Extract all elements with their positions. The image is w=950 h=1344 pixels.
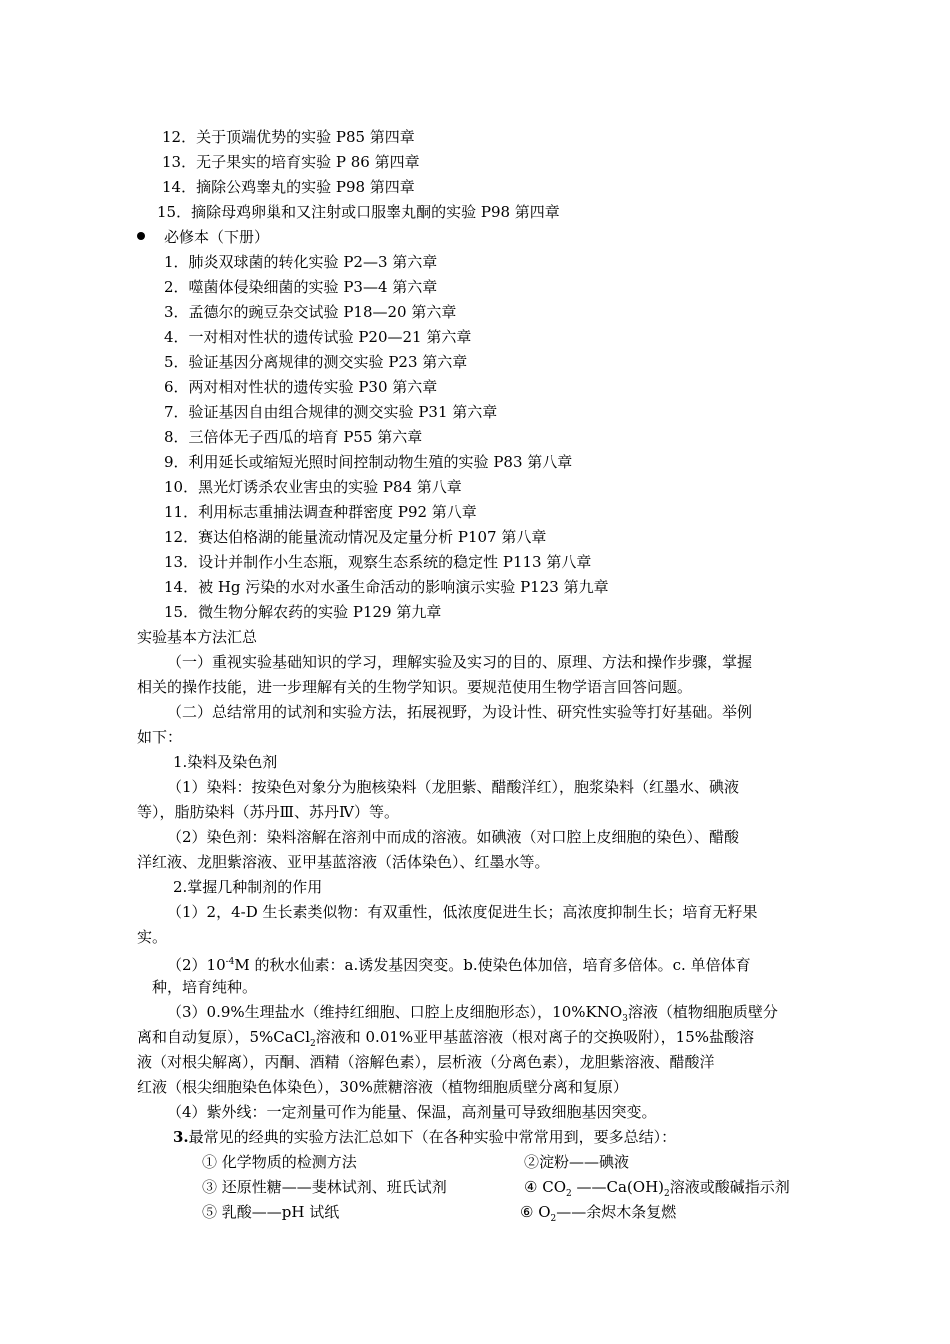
text-segment: 溶液（植物细胞质壁分	[627, 1003, 778, 1021]
paragraph-line: 种，培育纯种。	[152, 978, 258, 996]
method-item	[520, 1202, 676, 1229]
list-item: 7．验证基因自由组合规律的测交实验 P31 第六章	[164, 403, 498, 421]
text-segment: （2）10	[167, 956, 226, 974]
list-item: 12．赛达伯格湖的能量流动情况及定量分析 P107 第八章	[164, 528, 547, 546]
paragraph-line	[137, 1027, 754, 1054]
subsection-title: 1.染料及染色剂	[173, 753, 278, 771]
paragraph-line: （1）2，4-D 生长素类似物：有双重性，低浓度促进生长；高浓度抑制生长；培育无籽果	[167, 903, 758, 921]
paragraph-line: （1）染料：按染色对象分为胞核染料（龙胆紫、醋酸洋红），胞浆染料（红墨水、碘液	[167, 778, 740, 796]
method-item: ③ 还原性糖——斐林试剂、班氏试剂	[202, 1178, 447, 1196]
subscript: 2	[550, 1214, 557, 1224]
list-item: 9．利用延长或缩短光照时间控制动物生殖的实验 P83 第八章	[164, 453, 573, 471]
list-item: 13．无子果实的培育实验 P 86 第四章	[162, 153, 420, 171]
paragraph-line: 等），脂肪染料（苏丹Ⅲ、苏丹Ⅳ）等。	[137, 803, 399, 821]
paragraph-line: 相关的操作技能，进一步理解有关的生物学知识。要规范使用生物学语言回答问题。	[137, 678, 693, 696]
text-segment: ④ CO	[524, 1178, 566, 1196]
paragraph-line: 实。	[137, 928, 168, 946]
list-item: 15．摘除母鸡卵巢和又注射或口服睾丸酮的实验 P98 第四章	[157, 203, 560, 221]
paragraph-line: （一）重视实验基础知识的学习，理解实验及实习的目的、原理、方法和操作步骤，掌握	[167, 653, 753, 671]
paragraph-line: 液（对根尖解离），丙酮、酒精（溶解色素），层析液（分离色素），龙胆紫溶液、醋酸洋	[137, 1053, 715, 1071]
paragraph-line	[167, 952, 751, 975]
subscript: 2	[310, 1039, 316, 1049]
list-item: 4．一对相对性状的遗传试验 P20—21 第六章	[164, 328, 472, 346]
paragraph-line: （4）紫外线：一定剂量可作为能量、保温，高剂量可导致细胞基因突变。	[167, 1103, 657, 1121]
subscript: 3	[622, 1014, 628, 1024]
paragraph-line: 洋红液、龙胆紫溶液、亚甲基蓝溶液（活体染色）、红墨水等。	[137, 853, 550, 871]
method-item: ① 化学物质的检测方法	[202, 1153, 357, 1171]
subsection-title	[173, 1127, 676, 1147]
paragraph-line: 如下：	[137, 728, 183, 746]
method-item: ②淀粉——碘液	[524, 1153, 630, 1171]
list-item: 1．肺炎双球菌的转化实验 P2—3 第六章	[164, 253, 438, 271]
subscript: 2	[566, 1189, 572, 1199]
heading-methods: 实验基本方法汇总	[137, 628, 258, 646]
list-item: 11．利用标志重捕法调查种群密度 P92 第八章	[164, 503, 477, 521]
text-segment: ——Ca(OH)	[571, 1178, 665, 1196]
list-item: 5．验证基因分离规律的测交实验 P23 第六章	[164, 353, 468, 371]
subsection-title: 2.掌握几种制剂的作用	[173, 878, 323, 896]
text-segment: 溶液或酸碱指示剂	[669, 1178, 790, 1196]
list-item: 2．噬菌体侵染细菌的实验 P3—4 第六章	[164, 278, 438, 296]
text-segment: M 的秋水仙素：a.诱发基因突变。b.使染色体加倍，培育多倍体。c. 单倍体育	[234, 956, 751, 974]
paragraph-line: （二）总结常用的试剂和实验方法，拓展视野，为设计性、研究性实验等打好基础。举例	[167, 703, 753, 721]
paragraph-line: 红液（根尖细胞染色体染色），30%蔗糖溶液（植物细胞质壁分离和复原）	[137, 1078, 628, 1096]
subscript: 2	[664, 1189, 670, 1199]
list-item: 10．黑光灯诱杀农业害虫的实验 P84 第八章	[164, 478, 462, 496]
list-item: 12．关于顶端优势的实验 P85 第四章	[162, 128, 415, 146]
subsection-number: 3.	[173, 1128, 189, 1146]
paragraph-line	[167, 1002, 778, 1029]
paragraph-line: （2）染色剂：染料溶解在溶剂中而成的溶液。如碘液（对口腔上皮细胞的染色）、醋酸	[167, 828, 740, 846]
text-segment: ——余烬木条复燃	[556, 1203, 677, 1221]
method-item	[524, 1177, 790, 1204]
section-heading-book: 必修本（下册）	[164, 228, 270, 246]
text-segment: （3）0.9%生理盐水（维持红细胞、口腔上皮细胞形态），10%KNO	[167, 1003, 623, 1021]
text-segment: 最常见的经典的实验方法汇总如下（在各种实验中常常用到，要多总结）：	[188, 1128, 677, 1146]
list-item: 14．摘除公鸡睾丸的实验 P98 第四章	[162, 178, 415, 196]
list-item: 15．微生物分解农药的实验 P129 第九章	[164, 603, 442, 621]
list-item: 14．被 Hg 污染的水对水蚤生命活动的影响演示实验 P123 第九章	[164, 578, 609, 596]
text-segment: 离和自动复原），5%CaCl	[137, 1028, 310, 1046]
bullet-icon	[137, 232, 145, 240]
list-item: 13．设计并制作小生态瓶，观察生态系统的稳定性 P113 第八章	[164, 553, 592, 571]
list-item: 8．三倍体无子西瓜的培育 P55 第六章	[164, 428, 423, 446]
method-item: ⑤ 乳酸——pH 试纸	[202, 1203, 340, 1221]
list-item: 6．两对相对性状的遗传实验 P30 第六章	[164, 378, 438, 396]
text-segment: 溶液和 0.01%亚甲基蓝溶液（根对离子的交换吸附），15%盐酸溶	[315, 1028, 754, 1046]
text-segment: ⑥ O	[520, 1203, 551, 1221]
superscript: -4	[225, 957, 235, 967]
list-item: 3．孟德尔的豌豆杂交试验 P18—20 第六章	[164, 303, 457, 321]
